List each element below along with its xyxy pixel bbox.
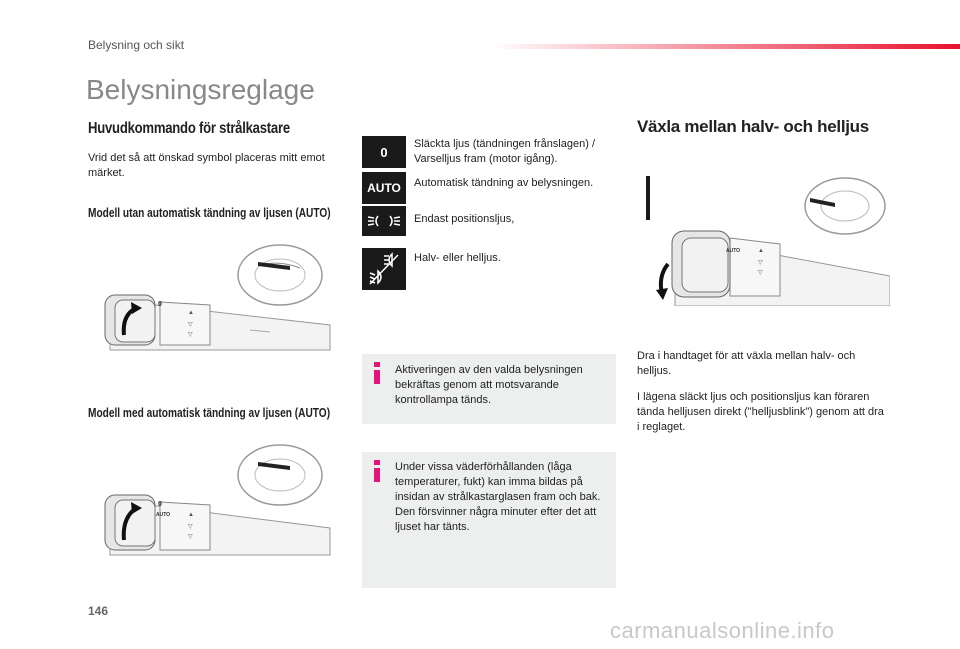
position-lights-icon (362, 206, 406, 236)
stalk-pull-illustration (650, 176, 890, 306)
symbol-off-description: Släckta ljus (tändningen frånslagen) / Varselljus fram (motor igång). (414, 138, 595, 165)
header-accent-bar (490, 44, 960, 49)
info-icon (374, 460, 380, 465)
zero-symbol-icon: 0 (362, 136, 406, 168)
svg-text:▽: ▽ (188, 322, 193, 328)
svg-text:0: 0 (158, 301, 162, 308)
auto-symbol-icon: AUTO (362, 172, 406, 204)
info-note-2: Under vissa väderförhållanden (låga temperaturer, fukt) kan imma bildas på insidan av strålkastarglasen fram och bak. Den försvinner några minuter efter det att ljuset har tänts. (362, 452, 616, 588)
svg-text:▽: ▽ (758, 260, 763, 266)
switch-beam-heading: Växla mellan halv- och helljus (637, 117, 869, 136)
symbol-beam-description: Halv- eller helljus. (414, 252, 501, 264)
model-without-auto-heading: Modell utan automatisk tändning av ljusen (AUTO) (88, 205, 331, 220)
info-note-1: Aktiveringen av den valda belysningen bekräftas genom att motsvarande kontrollampa tänds. (362, 354, 616, 424)
headlight-flash-text: I lägena släckt ljus och positionsljus kan föraren tända helljusen direkt ("helljusblink") genom att dra i reglaget. (637, 391, 884, 433)
svg-text:0: 0 (158, 501, 162, 508)
symbol-position-description: Endast positionsljus, (414, 213, 515, 225)
svg-text:▲: ▲ (188, 512, 194, 518)
svg-text:AUTO: AUTO (726, 248, 741, 254)
watermark: carmanualsonline.info (610, 618, 835, 643)
pull-instruction: Dra i handtaget för att växla mellan halv- och helljus. (637, 350, 856, 377)
main-headlamp-heading: Huvudkommando för strålkastare (88, 120, 290, 137)
svg-text:▲: ▲ (188, 310, 194, 316)
svg-text:▽: ▽ (758, 270, 763, 276)
section-header: Belysning och sikt (88, 38, 185, 52)
stalk-illustration-no-auto (100, 240, 340, 360)
svg-text:AUTO: AUTO (156, 512, 171, 518)
svg-text:▽: ▽ (188, 534, 193, 540)
model-with-auto-heading: Modell med automatisk tändning av ljusen (AUTO) (88, 405, 331, 420)
info-icon (374, 362, 380, 367)
page-number: 146 (88, 604, 109, 618)
stalk-illustration-auto (100, 440, 340, 565)
svg-text:▽: ▽ (188, 332, 193, 338)
svg-text:▲: ▲ (758, 248, 764, 254)
symbol-auto-description: Automatisk tändning av belysningen. (414, 177, 594, 189)
page-title: Belysningsreglage (86, 74, 315, 105)
svg-text:▽: ▽ (188, 524, 193, 530)
intro-text: Vrid det så att önskad symbol placeras mitt emot märket. (88, 152, 325, 179)
dipped-main-beam-icon (362, 248, 406, 290)
